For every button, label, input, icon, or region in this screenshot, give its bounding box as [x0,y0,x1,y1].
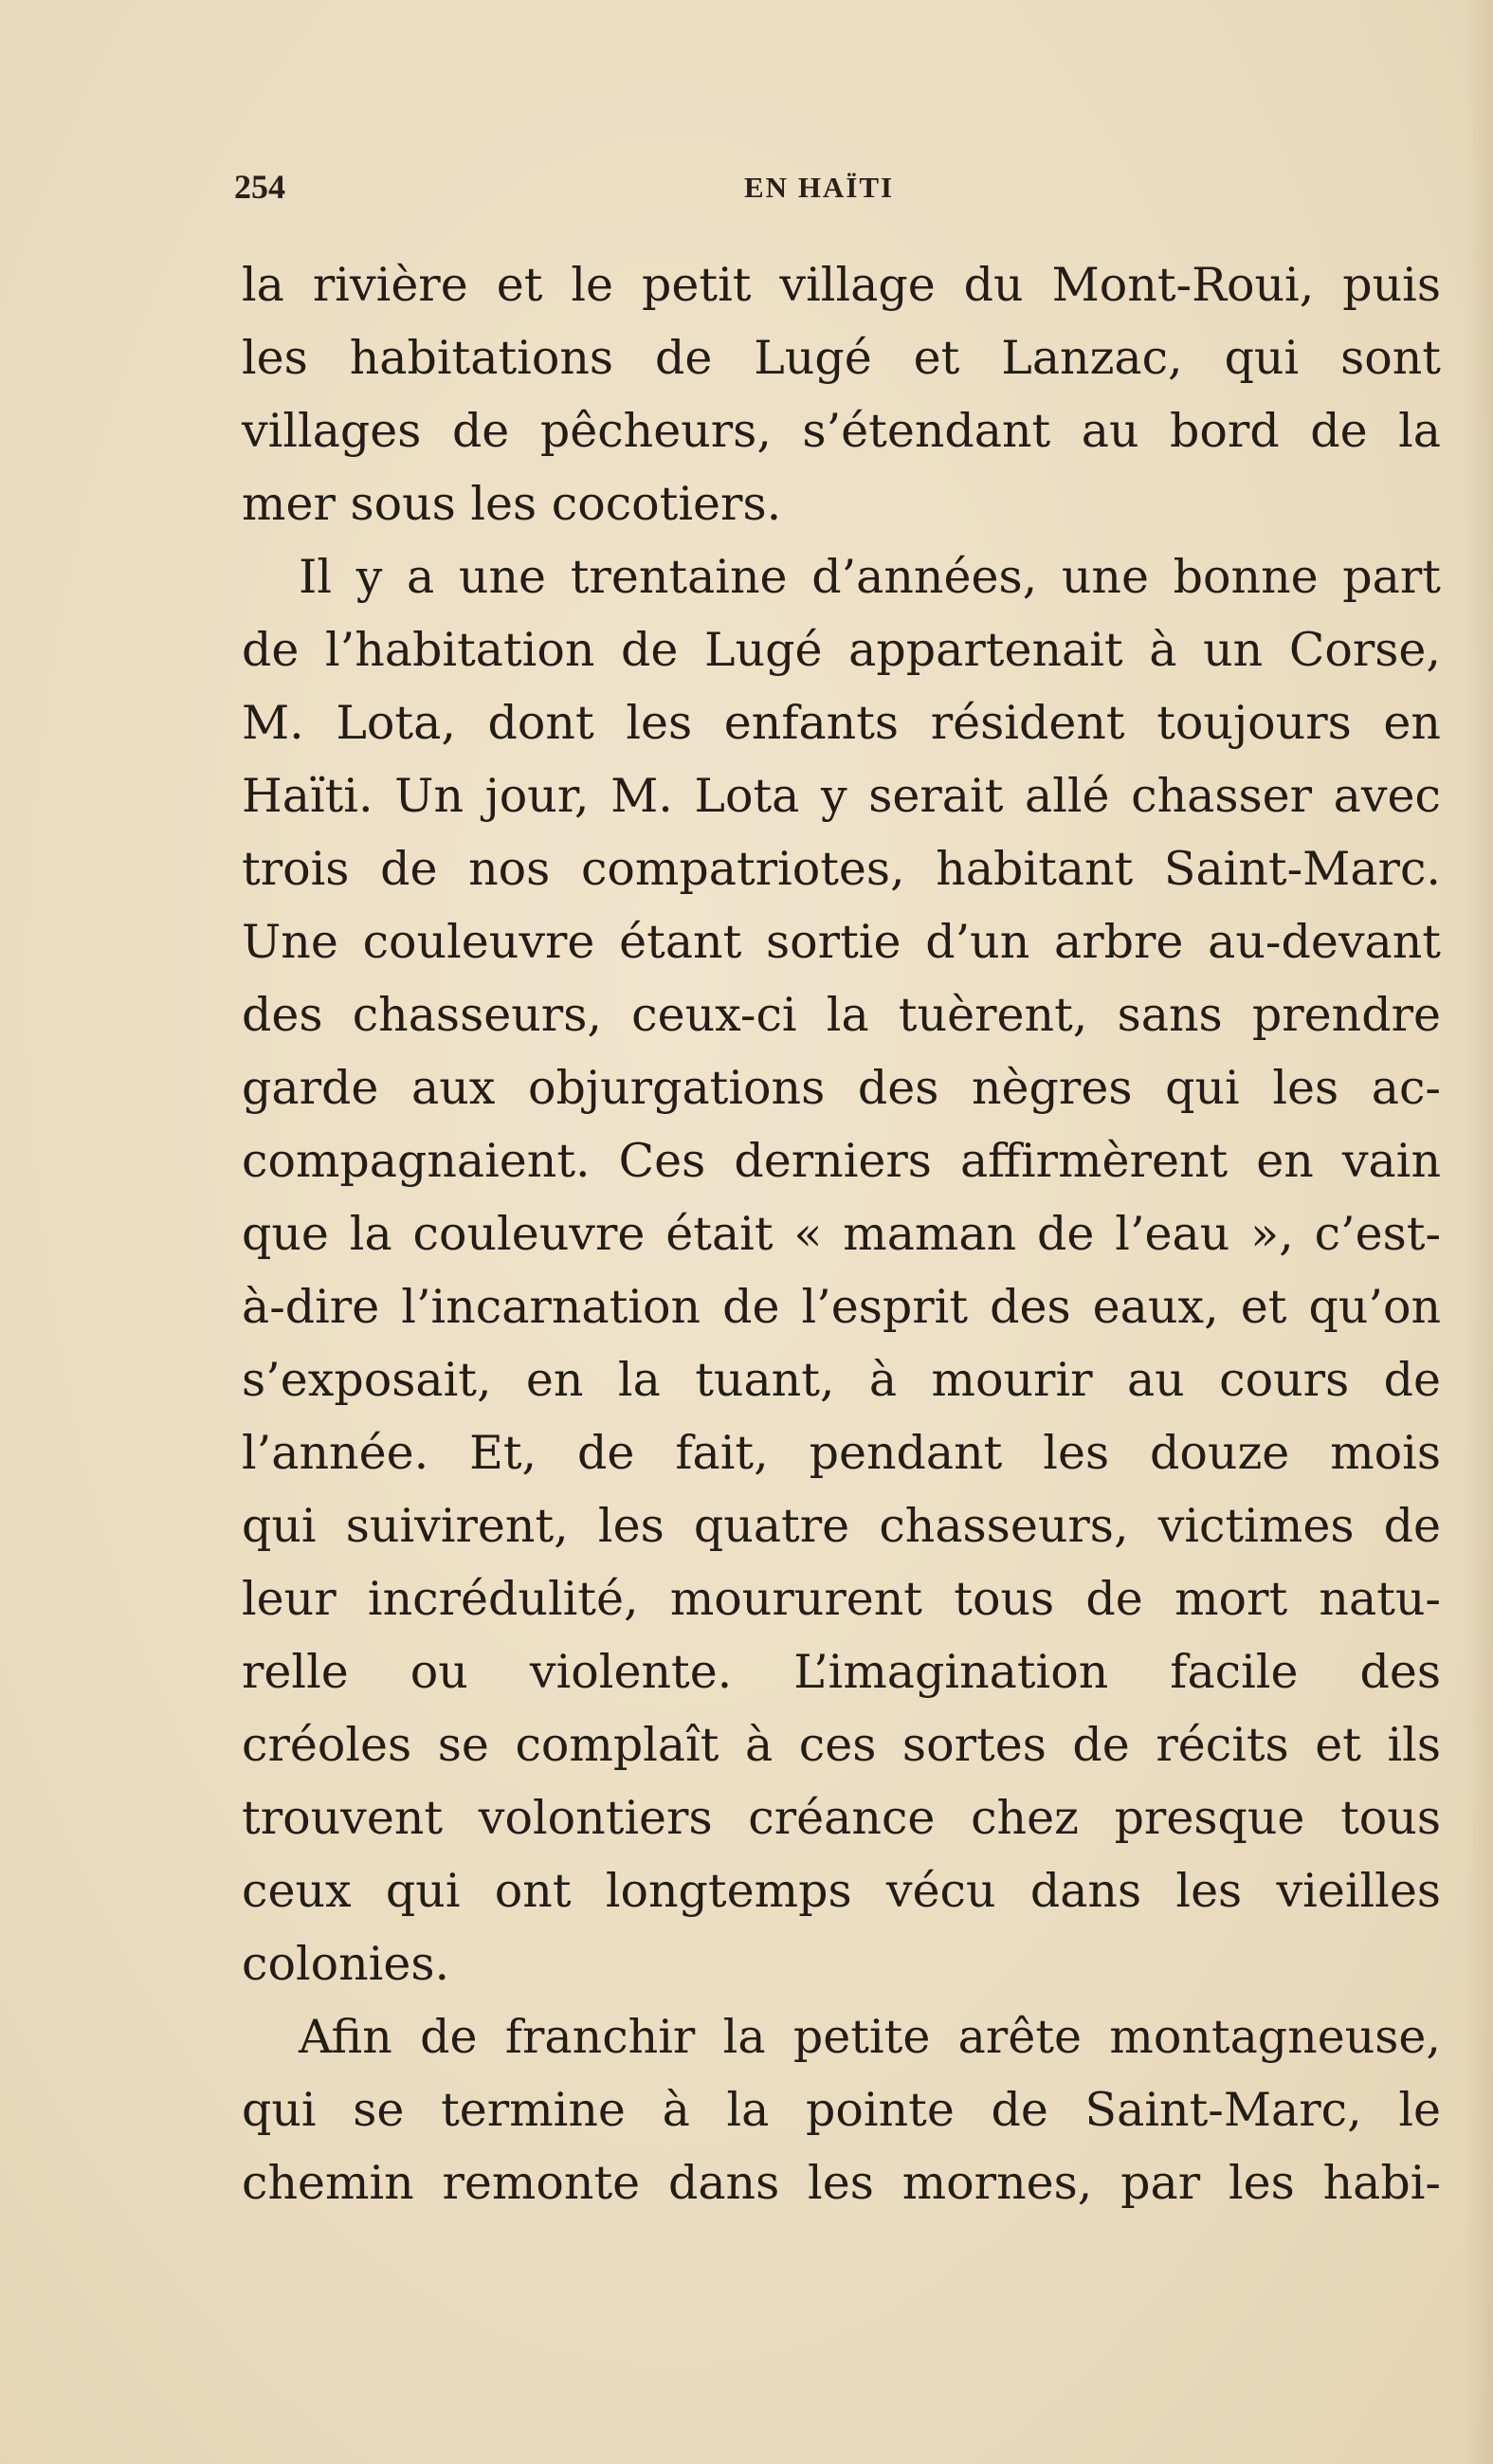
text-line: garde aux objurgations des nègres qui les ac- [242,1061,1441,1115]
text-line: Haïti. Un jour, M. Lota y serait allé chasser avec [242,769,1441,823]
page-edge-shadow [1465,0,1493,2464]
text-line: s’exposait, en la tuant, à mourir au cours de [242,1353,1441,1407]
text-line: qui suivirent, les quatre chasseurs, victimes de [242,1499,1441,1553]
text-line: Une couleuvre étant sortie d’un arbre au-devant [242,915,1441,969]
text-line: M. Lota, dont les enfants résident toujours en [242,696,1441,750]
text-line: des chasseurs, ceux-ci la tuèrent, sans prendre [242,988,1441,1042]
text-line: que la couleuvre était « maman de l’eau », c’est- [242,1207,1441,1261]
text-line: ceux qui ont longtemps vécu dans les vieilles [242,1864,1441,1918]
body-text [242,248,1441,2219]
text-line: relle ou violente. L’imagination facile des [242,1645,1441,1699]
page-header [0,161,1493,218]
text-line: les habitations de Lugé et Lanzac, qui sont [242,331,1441,385]
text-line: compagnaient. Ces derniers affirmèrent en vain [242,1134,1441,1188]
text-line: trouvent volontiers créance chez presque tous [242,1791,1441,1845]
text-line: villages de pêcheurs, s’étendant au bord de la [242,404,1441,458]
text-line: chemin remonte dans les mornes, par les habi- [242,2156,1441,2210]
text-line: leur incrédulité, moururent tous de mort natu- [242,1572,1441,1626]
text-line: la rivière et le petit village du Mont-Roui, puis [242,258,1441,312]
text-line: créoles se complaît à ces sortes de récits et ils [242,1718,1441,1772]
text-line: mer sous les cocotiers. [242,477,782,531]
text-line: l’année. Et, de fait, pendant les douze mois [242,1426,1441,1480]
text-line: Il y a une trentaine d’années, une bonne part [299,550,1441,604]
text-line: Afin de franchir la petite arête montagneuse, [299,2010,1441,2064]
running-head: EN HAÏTI [744,171,895,204]
text-line: colonies. [242,1937,450,1991]
page-number: 254 [234,168,285,206]
text-line: trois de nos compatriotes, habitant Saint-Marc. [242,842,1441,896]
text-line: à-dire l’incarnation de l’esprit des eaux, et qu’on [242,1280,1441,1334]
text-line: qui se termine à la pointe de Saint-Marc, le [242,2083,1441,2137]
text-line: de l’habitation de Lugé appartenait à un Corse, [242,623,1441,677]
